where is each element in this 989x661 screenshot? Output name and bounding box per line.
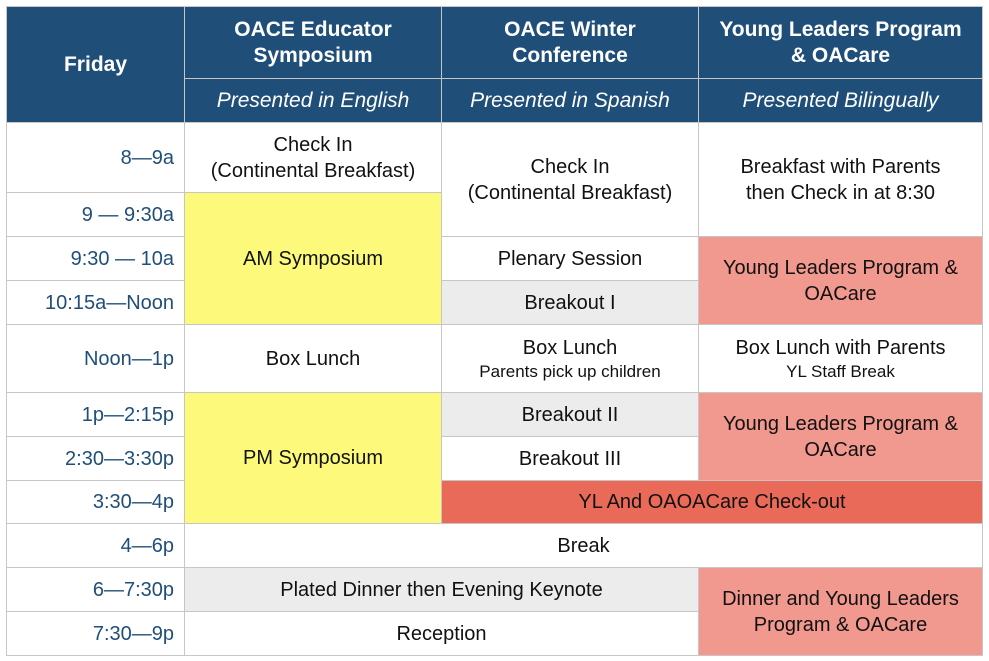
row-4-6p [7, 524, 983, 568]
row-6-730p [7, 568, 983, 612]
time-label: 8—9a [7, 123, 185, 193]
col-header-yl-line1: Young Leaders Program [719, 17, 962, 41]
cell-box-lunch-educator: Box Lunch [185, 325, 442, 393]
col-header-yl-line2: & OACare [790, 43, 891, 67]
cell-young-leaders-am [699, 237, 983, 325]
time-label: 7:30—9p [7, 612, 185, 656]
cell-text: Breakfast with Parents [740, 155, 941, 178]
cell-plated-dinner: Plated Dinner then Evening Keynote [185, 568, 699, 612]
time-label: 6—7:30p [7, 568, 185, 612]
row-1p-215p [7, 393, 983, 437]
cell-dinner-young-leaders [699, 568, 983, 656]
cell-breakout-3: Breakout III [442, 437, 699, 481]
cell-text: Young Leaders Program & [723, 412, 958, 435]
cell-pm-symposium: PM Symposium [185, 393, 442, 524]
cell-text: then Check in at 8:30 [745, 181, 935, 204]
time-label: 10:15a—Noon [7, 281, 185, 325]
col-sub-english: Presented in English [185, 79, 442, 123]
cell-text: Box Lunch [522, 336, 618, 359]
cell-yl-checkout: YL And OAOACare Check-out [442, 481, 983, 524]
cell-subtext: YL Staff Break [786, 361, 895, 381]
col-header-educator-line2: Symposium [253, 43, 373, 67]
row-930-10a [7, 237, 983, 281]
col-header-educator-line1: OACE Educator [234, 17, 392, 41]
cell-text: (Continental Breakfast) [467, 181, 673, 204]
time-label: 4—6p [7, 524, 185, 568]
cell-text: (Continental Breakfast) [210, 159, 416, 182]
cell-reception: Reception [185, 612, 699, 656]
col-header-winter-line2: Conference [512, 43, 628, 67]
friday-schedule-table [6, 6, 983, 656]
col-header-young-leaders [699, 7, 983, 79]
cell-check-in-educator [185, 123, 442, 193]
header-row [7, 7, 983, 79]
cell-box-lunch-winter [442, 325, 699, 393]
cell-check-in-winter [442, 123, 699, 237]
col-header-educator-symposium [185, 7, 442, 79]
cell-text: Check In [273, 133, 353, 156]
row-noon-1p [7, 325, 983, 393]
cell-breakfast-parents [699, 123, 983, 237]
row-8-9a [7, 123, 983, 193]
cell-text: Program & OACare [753, 613, 928, 636]
time-label: 9:30 — 10a [7, 237, 185, 281]
cell-box-lunch-parents [699, 325, 983, 393]
row-330-4p [7, 481, 983, 524]
cell-subtext: Parents pick up children [479, 361, 661, 381]
col-sub-spanish: Presented in Spanish [442, 79, 699, 123]
cell-text: Check In [530, 155, 610, 178]
day-header: Friday [7, 7, 185, 123]
cell-breakout-2: Breakout II [442, 393, 699, 437]
col-header-winter-conference [442, 7, 699, 79]
cell-breakout-1: Breakout I [442, 281, 699, 325]
col-header-winter-line1: OACE Winter [504, 17, 636, 41]
cell-young-leaders-pm [699, 393, 983, 481]
time-label: 1p—2:15p [7, 393, 185, 437]
time-label: 9 — 9:30a [7, 193, 185, 237]
time-label: 2:30—3:30p [7, 437, 185, 481]
cell-text: Dinner and Young Leaders [722, 587, 959, 610]
cell-text: OACare [804, 438, 877, 461]
cell-text: Young Leaders Program & [723, 256, 958, 279]
cell-am-symposium: AM Symposium [185, 193, 442, 325]
time-label: Noon—1p [7, 325, 185, 393]
cell-text: OACare [804, 282, 877, 305]
cell-text: Box Lunch with Parents [735, 336, 946, 359]
cell-plenary-session: Plenary Session [442, 237, 699, 281]
time-label: 3:30—4p [7, 481, 185, 524]
col-sub-bilingual: Presented Bilingually [699, 79, 983, 123]
cell-break: Break [185, 524, 983, 568]
